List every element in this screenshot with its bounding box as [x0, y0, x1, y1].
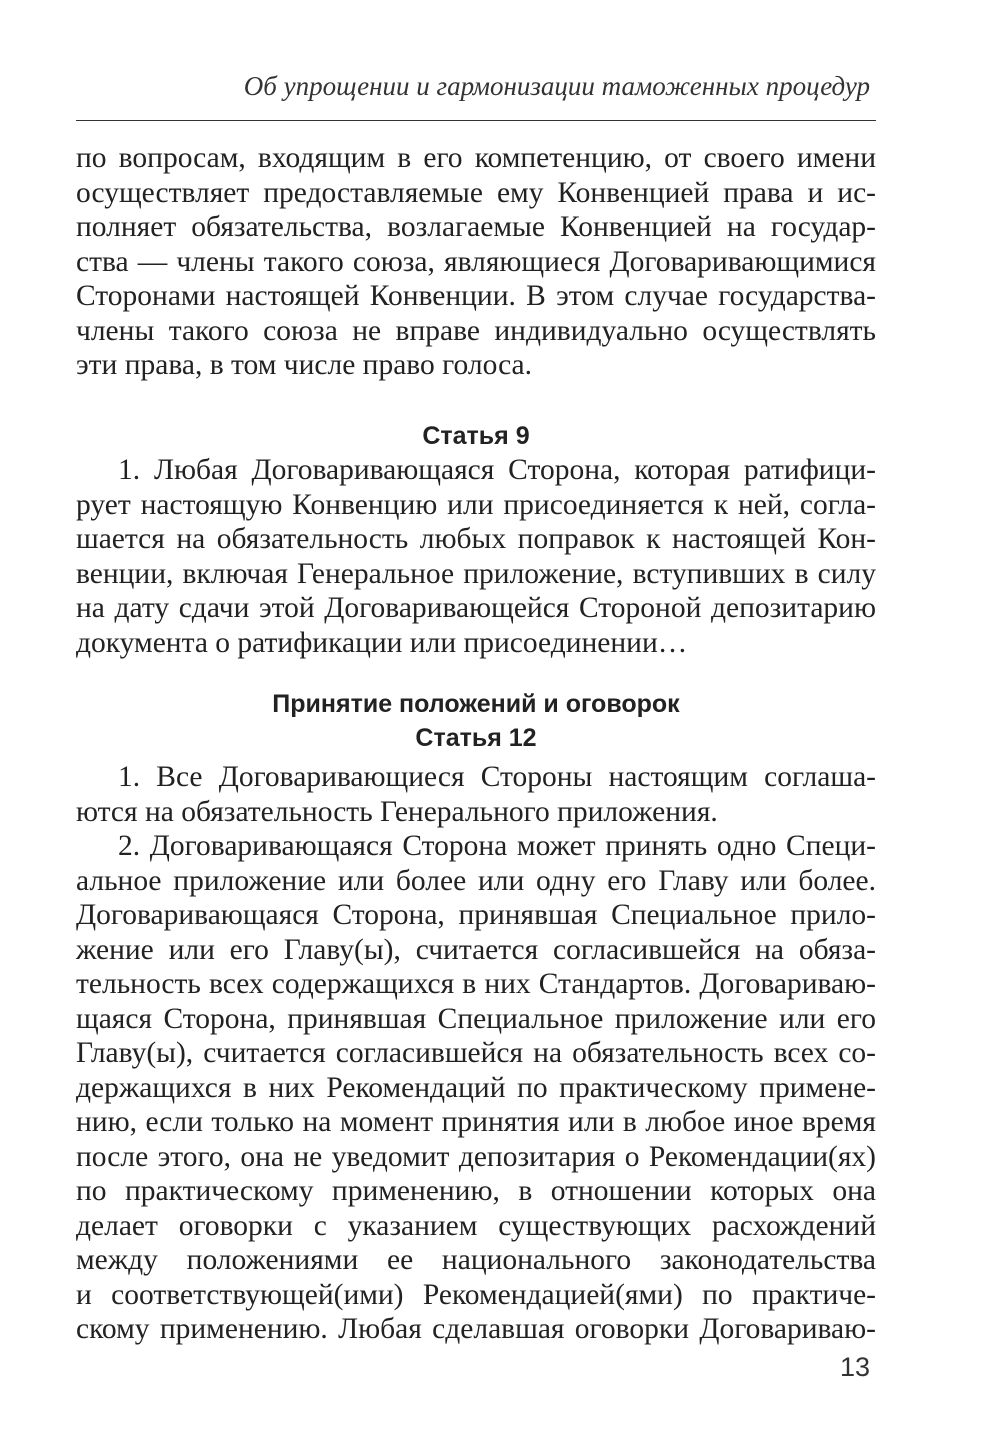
text-line: 1. Все Договаривающиеся Стороны настоящим соглаша- — [118, 761, 876, 793]
text-line: и соответствующей(ими) Рекомендацией(ями) по практиче- — [76, 1278, 876, 1311]
text-line: щаяся Сторона, принявшая Специальное приложение или его — [76, 1002, 876, 1035]
text-line: полняет обязательства, возлагаемые Конвенцией на государ- — [76, 211, 876, 243]
page-number: 13 — [839, 1352, 870, 1382]
text-line: делает оговорки с указанием существующих расхождений — [76, 1209, 876, 1242]
text-line: эти права, в том числе право голоса. — [76, 349, 533, 381]
article-9-paragraph-1 — [76, 453, 876, 660]
running-header: Об упрощении и гармонизации таможенных процедур — [243, 71, 870, 101]
text-line: между положениями ее национального законодательства — [76, 1244, 876, 1276]
text-line: осуществляет предоставляемые ему Конвенцией права и ис- — [76, 176, 876, 209]
text-line: Договаривающаяся Сторона, принявшая Специальное прило- — [76, 899, 876, 931]
text-line: 2. Договаривающаяся Сторона может принять одно Специ- — [118, 830, 876, 862]
text-line: держащихся в них Рекомендаций по практическому примене- — [76, 1071, 876, 1104]
text-line: нию, если только на момент принятия или в любое иное время — [76, 1106, 876, 1138]
text-line: тельность всех содержащихся в них Стандартов. Договариваю- — [76, 968, 876, 1000]
text-line: венции, включая Генеральное приложение, вступивших в силу — [76, 557, 876, 590]
text-line: рует настоящую Конвенцию или присоединяется к ней, согла- — [76, 488, 876, 521]
text-line: по вопросам, входящим в его компетенцию, от своего имени — [76, 142, 876, 174]
text-line: шается на обязательность любых поправок к настоящей Кон- — [76, 523, 876, 555]
document-page — [76, 0, 884, 1456]
text-line: скому применению. Любая сделавшая оговорки Договариваю- — [76, 1313, 876, 1345]
article-12-paragraph-2 — [76, 829, 876, 1347]
text-line: жение или его Главу(ы), считается согласившейся на обяза- — [76, 933, 876, 966]
header-divider — [76, 120, 876, 121]
text-line: альное приложение или более или одну его Главу или более. — [76, 864, 876, 897]
article-12-paragraph-1 — [76, 760, 876, 829]
text-line: документа о ратификации или присоединении… — [76, 626, 688, 659]
text-line: по практическому применению, в отношении которых она — [76, 1175, 876, 1207]
text-line: Сторонами настоящей Конвенции. В этом случае государства- — [76, 280, 876, 312]
text-line: на дату сдачи этой Договаривающейся Стороной депозитарию — [76, 592, 876, 624]
article-12-heading: Статья 12 — [415, 724, 537, 752]
text-line: после этого, она не уведомит депозитария о Рекомендации(ях) — [76, 1140, 876, 1173]
text-line: Главу(ы), считается согласившейся на обязательность всех со- — [76, 1037, 876, 1069]
text-line: ства — члены такого союза, являющиеся Договаривающимися — [76, 245, 876, 278]
text-line: 1. Любая Договаривающаяся Сторона, которая ратифици- — [118, 454, 876, 486]
text-line: ются на обязательность Генерального приложения. — [76, 795, 718, 828]
section-heading: Принятие положений и оговорок — [272, 690, 680, 718]
intro-paragraph — [76, 141, 876, 383]
article-9-heading: Статья 9 — [422, 422, 530, 450]
text-line: члены такого союза не вправе индивидуально осуществлять — [76, 314, 876, 347]
